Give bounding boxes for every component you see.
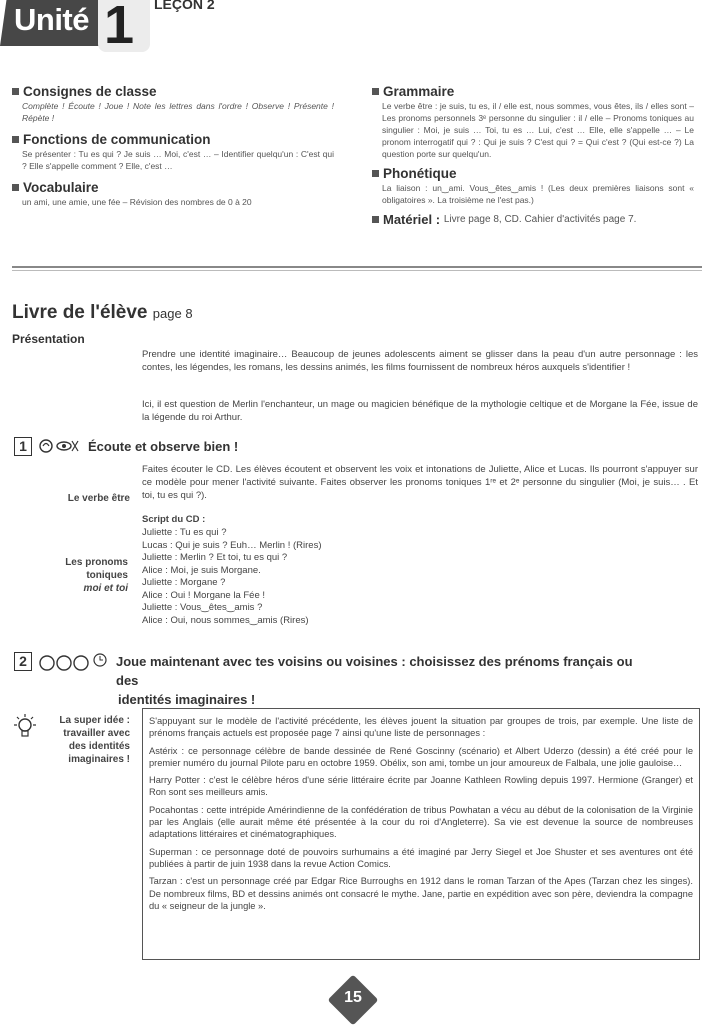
script-line: Juliette : Tu es qui ? [142, 527, 227, 538]
vocabulaire-body: un ami, une amie, une fée – Révision des nombres de 0 à 20 [22, 197, 252, 207]
tip-label: La super idée : travailler avec des identités imaginaires ! [59, 715, 130, 765]
presentation-label: Présentation [12, 332, 85, 346]
box-harry-potter: Harry Potter : c'est le célèbre héros d'une série littéraire écrite par Joanne Kathleen Rowling depuis 1997. Hermione (Granger) et Ron sont ses meilleurs amis. [149, 775, 693, 798]
bullet-square-icon [372, 216, 379, 223]
divider-rule-thin [12, 270, 702, 271]
page-number: 15 [344, 989, 362, 1006]
exercise-1-heading: 1 Écoute et observe bien ! [14, 436, 238, 456]
exercise-1-number: 1 [14, 437, 32, 456]
page-title: Livre de l'élève page 8 [12, 302, 193, 323]
exercise-2-title-l1: Joue maintenant avec tes voisins ou voisines : choisissez des prénoms français ou des [116, 654, 633, 688]
phonetique-body: La liaison : un‿ami. Vous‿êtes‿amis ! (Les deux premières liaisons sont « obligatoires ». La troisième ne l'est pas.) [382, 183, 694, 205]
script-line: Lucas : Qui je suis ? Euh… Merlin ! (Rires) [142, 539, 322, 551]
box-asterix: Astérix : ce personnage célèbre de bande dessinée de René Goscinny (scénario) et Albert Uderzo (dessin) a été créé pour le premier numéro du journal Pilote paru en octobre 1959. Obélix, son ami, tombe un jour amoureux de Falbala, une jolie gauloise… [149, 745, 693, 768]
script-line: Alice : Moi, je suis Morgane. [142, 564, 261, 576]
presentation-p2: Ici, il est question de Merlin l'enchanteur, un mage ou magicien bénéfique de la mythologie celtique et de Morgane la Fée, issue de la légende du roi Arthur. [142, 399, 698, 423]
bullet-square-icon [12, 136, 19, 143]
phonetique-heading: Phonétique [372, 166, 694, 181]
objectives-right [372, 84, 694, 228]
unit-label: Unité [14, 2, 89, 37]
bullet-square-icon [372, 88, 379, 95]
exercise-2-heading [14, 652, 646, 709]
exercise-2-number: 2 [14, 652, 32, 671]
unit-number: 1 [104, 0, 135, 55]
grammaire-body: Le verbe être : je suis, tu es, il / elle est, nous sommes, vous êtes, ils / elles sont – Les pronoms personnels 3ᵉ personne du singulier : il / elle – Pronoms toniques au singulier : Moi, je suis … Toi, tu es … Lui, c'est … Elle, elle s'appelle … – Le pronom interrogatif qui ? : Qui je suis ? C'est qui ? = Qui c'est ? (Qui est-ce ?) La question porte sur quelqu'un. [382, 101, 694, 159]
tip-box [142, 708, 700, 960]
exercise-2-title-l2: identités imaginaires ! [118, 692, 256, 707]
side-label-pronoms: Les pronoms toniques moi et toi [65, 557, 128, 594]
consignes-heading: Consignes de classe [12, 84, 334, 99]
exercise-1-text: Faites écouter le CD. Les élèves écoutent et observent les voix et intonations de Juliette, Alice et Lucas. Ils pourront s'appuyer sur ce modèle pour mener l'activité suivante. Faites observer les pronoms toniques 1ʳᵉ et 2ᵉ personne du singulier (Moi, je suis… . Et toi, tu es qui ?). [142, 464, 698, 501]
script-title: Script du CD : [142, 514, 206, 525]
script-line: Juliette : Morgane ? [142, 577, 226, 588]
lesson-label: LEÇON 2 [154, 0, 215, 12]
materiel-line: Matériel : Livre page 8, CD. Cahier d'activités page 7. [372, 212, 694, 227]
script-line: Juliette : Merlin ? Et toi, tu es qui ? [142, 552, 288, 563]
consignes-body: Complète ! Écoute ! Joue ! Note les lettres dans l'ordre ! Observe ! Présente ! Répète ! [22, 101, 334, 123]
unit-badge [0, 0, 150, 55]
script-line: Juliette : Vous‿êtes‿amis ? [142, 602, 263, 613]
presentation-p1: Prendre une identité imaginaire… Beaucoup de jeunes adolescents aiment se glisser dans la peau d'un autre personnage : les contes, les légendes, les romans, les dessins animés, les films fournissent de nombreux héros auxquels s'identifier ! [142, 349, 698, 373]
fonctions-heading: Fonctions de communication [12, 132, 334, 147]
side-label-verbe-etre: Le verbe être [67, 493, 130, 504]
fonctions-body: Se présenter : Tu es qui ? Je suis … Moi, c'est … – Identifier quelqu'un : C'est qui ? Elle s'appelle comment ? Elle, c'est … [22, 149, 334, 171]
script-line: Alice : Oui, nous sommes‿amis (Rires) [142, 614, 309, 626]
bullet-square-icon [12, 88, 19, 95]
vocabulaire-heading: Vocabulaire [12, 180, 334, 195]
cd-script [142, 527, 542, 627]
listen-observe-icon [36, 436, 82, 456]
box-superman: Superman : ce personnage doté de pouvoirs surhumains a été imaginé par Jerry Siegel et Joe Shuster et ses aventures ont été publiées à partir de juin 1938 dans la revue Action Comics. [149, 846, 693, 869]
grammaire-heading: Grammaire [372, 84, 694, 99]
box-intro: S'appuyant sur le modèle de l'activité précédente, les élèves jouent la situation par groupes de trois, par exemple. Une liste de prénoms français actuels est proposée page 7 ainsi qu'une liste de personnages : [149, 716, 693, 739]
script-line: Alice : Oui ! Morgane la Fée ! [142, 589, 266, 601]
box-tarzan: Tarzan : c'est un personnage créé par Edgar Rice Burroughs en 1912 dans le roman Tarzan of the Apes (Tarzan chez les singes). De nombreux films, BD et dessins animés ont consacré le mythe. Jane, partie en expédition avec son père, deviendra la compagne du « seigneur de la jungle ». [149, 876, 693, 911]
play-speak-icon [38, 652, 112, 674]
bullet-square-icon [372, 170, 379, 177]
bullet-square-icon [12, 184, 19, 191]
box-pocahontas: Pocahontas : cette intrépide Amérindienne de la confédération de tribus Powhatan a vécu au début de la colonisation de la Virginie par les Anglais (elle aurait même été présentée à la cour du roi d'Angleterre). Sa vie est devenue la source de nombreuses adaptations littéraires et cinématographiques. [149, 804, 693, 840]
objectives-left [12, 84, 334, 208]
divider-rule [12, 266, 702, 268]
